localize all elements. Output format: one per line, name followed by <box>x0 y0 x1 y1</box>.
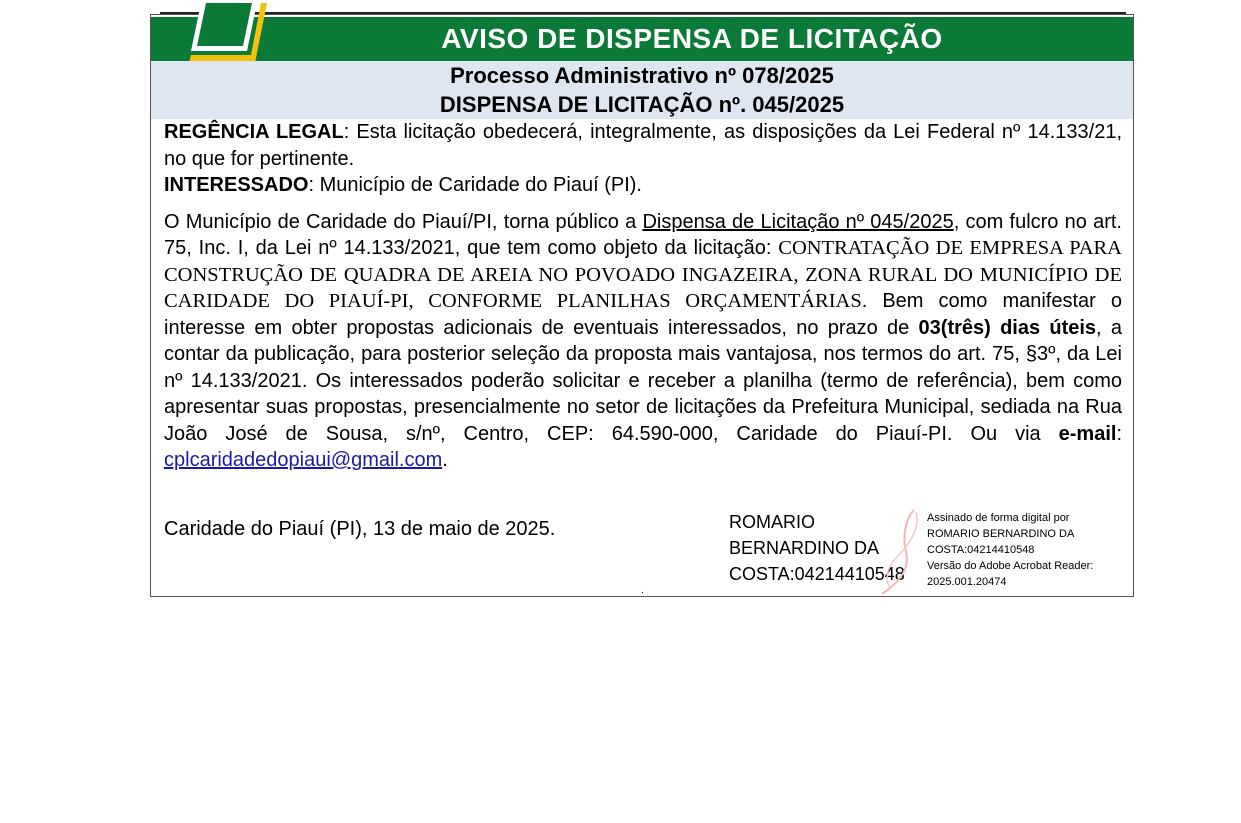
main-after-deadline: , a contar da publicação, para posterior seleção da proposta mais vantajosa, nos termos do art. 75, §3º, da Lei nº 14.133/2021. Os interessados poderão solicitar e receber a planilha (termo de referência), bem como apresentar suas propostas, presencialmente no setor de licitações da Prefeitura Municipal, sediada na Rua João José de Sousa, s/nº, Centro, CEP: 64.590-000, Caridade do Piauí-PI. Ou via <box>164 316 1122 445</box>
main-intro: O Município de Caridade do Piauí/PI, torna público a <box>164 210 643 233</box>
email-link[interactable]: cplcaridadedopiaui@gmail.com <box>164 449 443 471</box>
dispensa-number: DISPENSA DE LICITAÇÃO nº. 045/2025 <box>151 90 1133 119</box>
stray-dot: . <box>641 585 644 596</box>
dispensa-link: Dispensa de Licitação nº 045/2025 <box>642 210 954 233</box>
signer-line-1: ROMARIO <box>729 512 816 532</box>
notice-box <box>150 14 1134 597</box>
sig-line-4: Versão do Adobe Acrobat Reader: <box>927 560 1094 572</box>
main-after-link: , com fulcro no art. 75, Inc. I, da Lei nº 14.133/2021, que tem como objeto da licitação: <box>164 210 1122 259</box>
deadline-text: 03(três) dias úteis <box>918 316 1097 339</box>
sig-line-2: ROMARIO BERNARDINO DA <box>927 528 1075 540</box>
regencia-paragraph <box>164 119 1122 172</box>
sig-line-1: Assinado de forma digital por <box>927 512 1070 524</box>
signer-line-3: COSTA:04214410548 <box>729 564 905 584</box>
notice-title: AVISO DE DISPENSA DE LICITAÇÃO <box>441 23 943 54</box>
interessado-text: : Município de Caridade do Piauí (PI). <box>308 174 642 196</box>
main-end: . <box>442 449 448 471</box>
interessado-label: INTERESSADO <box>164 174 309 196</box>
date-line: Caridade do Piauí (PI), 13 de maio de 2025. <box>164 518 556 540</box>
interessado-paragraph <box>164 172 1122 199</box>
email-colon: : <box>1116 422 1122 445</box>
sig-line-3: COSTA:04214410548 <box>927 544 1035 556</box>
sig-line-5: 2025.001.20474 <box>927 576 1007 588</box>
notice-body <box>164 119 1122 474</box>
signer-line-2: BERNARDINO DA <box>729 538 880 558</box>
main-paragraph <box>164 209 1122 474</box>
email-label: e-mail <box>1058 422 1117 445</box>
main-after-object: . Bem como manifestar o interesse em obter propostas adicionais de eventuais interessados, no prazo de <box>164 290 1122 339</box>
regencia-label: REGÊNCIA LEGAL <box>164 121 344 143</box>
signature-flourish-icon <box>876 508 926 598</box>
process-number: Processo Administrativo nº 078/2025 <box>151 61 1133 90</box>
object-text: CONTRATAÇÃO DE EMPRESA PARA CONSTRUÇÃO DE QUADRA DE AREIA NO POVOADO INGAZEIRA, ZONA RURAL DO MUNICÍPIO DE CARIDADE DO PIAUÍ-PI, CONFORME PLANILHAS ORÇAMENTÁRIAS <box>164 237 1122 312</box>
regencia-text: : Esta licitação obedecerá, integralmente, as disposições da Lei Federal nº 14.133/21, no que for pertinente. <box>164 121 1122 170</box>
digital-signature-info <box>927 510 1093 590</box>
header-bar <box>151 17 1133 61</box>
